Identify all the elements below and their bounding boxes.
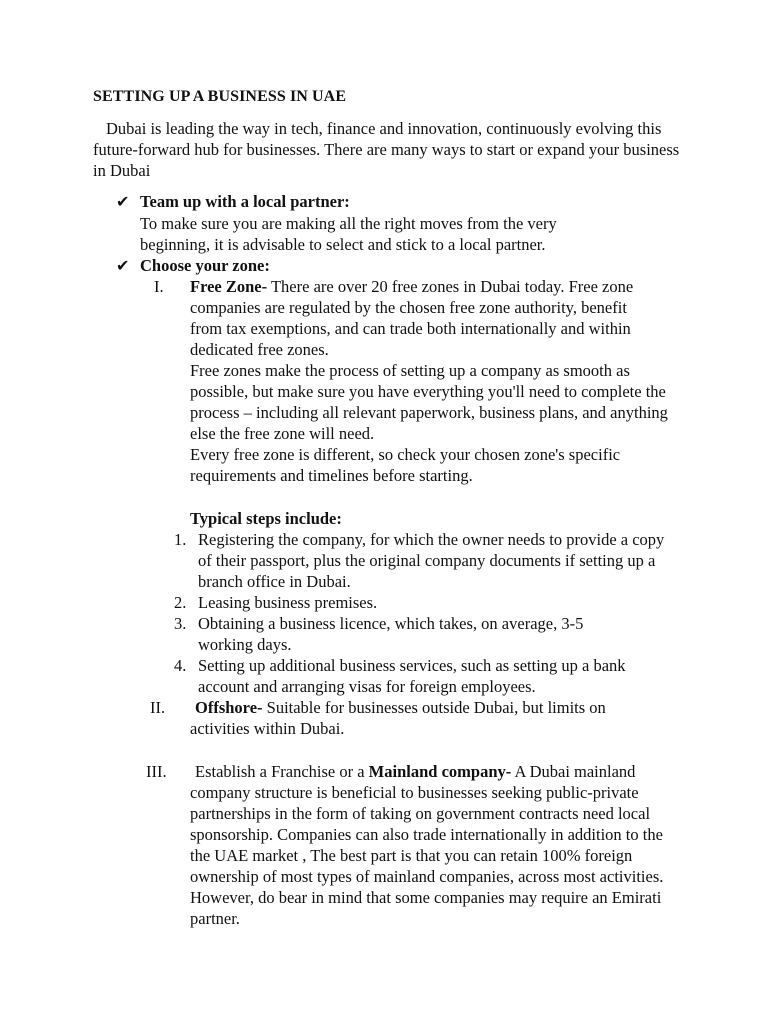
- free-zone-paragraph-3: Every free zone is different, so check your chosen zone's specific requirements and timelines before starting.: [190, 445, 621, 485]
- step-number: 3.: [174, 614, 187, 633]
- checkmark-icon: ✔: [116, 192, 130, 211]
- mainland-text: A Dubai mainland company structure is beneficial to businesses seeking public-private partnerships in the form of taking on government contracts need local sponsorship. Companies can also trade internationally in addition to the the UAE market , The best part is that you can retain 100% foreign ownership of most types of mainland companies, across most activities. However, do bear in mind that some companies may require an Emirati partner.: [190, 762, 664, 928]
- check-item-title: Team up with a local partner:: [140, 192, 350, 211]
- step-number: 4.: [174, 656, 187, 675]
- check-item-text: To make sure you are making all the right moves from the very beginning, it is advisable to select and stick to a local partner.: [140, 214, 557, 254]
- intro-paragraph: Dubai is leading the way in tech, finance and innovation, continuously evolving this future-forward hub for businesses. There are many ways to start or expand your business in Dubai: [93, 119, 680, 180]
- step-text: Registering the company, for which the owner needs to provide a copy of their passport, plus the original company documents if setting up a branch office in Dubai.: [198, 530, 665, 591]
- step-text: Leasing business premises.: [198, 593, 378, 612]
- checkmark-icon: ✔: [116, 256, 130, 275]
- step-number: 1.: [174, 530, 187, 549]
- offshore-heading: Offshore-: [195, 698, 263, 717]
- steps-heading: Typical steps include:: [190, 509, 342, 528]
- free-zone-text: There are over 20 free zones in Dubai today. Free zone companies are regulated by the chosen free zone authority, benefit from tax exemptions, and can trade both internationally and within dedicated free zones.: [190, 277, 634, 359]
- free-zone-heading: Free Zone-: [190, 277, 268, 296]
- step-text: Obtaining a business licence, which takes, on average, 3-5 working days.: [198, 614, 584, 654]
- step-text: Setting up additional business services, such as setting up a bank account and arranging visas for foreign employees.: [198, 656, 626, 696]
- step-number: 2.: [174, 593, 187, 612]
- mainland-heading: Mainland company-: [368, 762, 512, 781]
- roman-numeral: III.: [146, 762, 167, 781]
- roman-numeral: I.: [154, 277, 164, 296]
- offshore-paragraph: [190, 697, 660, 739]
- roman-numeral: II.: [150, 698, 166, 717]
- free-zone-paragraph: [190, 276, 660, 360]
- free-zone-paragraph-2: Free zones make the process of setting up a company as smooth as possible, but make sure you have everything you'll need to complete the process – including all relevant paperwork, business plans, and anything else the free zone will need.: [190, 361, 668, 443]
- offshore-text: Suitable for businesses outside Dubai, but limits on activities within Dubai.: [190, 698, 606, 738]
- mainland-paragraph: [190, 761, 674, 929]
- document-title: SETTING UP A BUSINESS IN UAE: [93, 88, 347, 105]
- check-item-title: Choose your zone:: [140, 256, 270, 275]
- mainland-lead: Establish a Franchise or a: [195, 762, 369, 781]
